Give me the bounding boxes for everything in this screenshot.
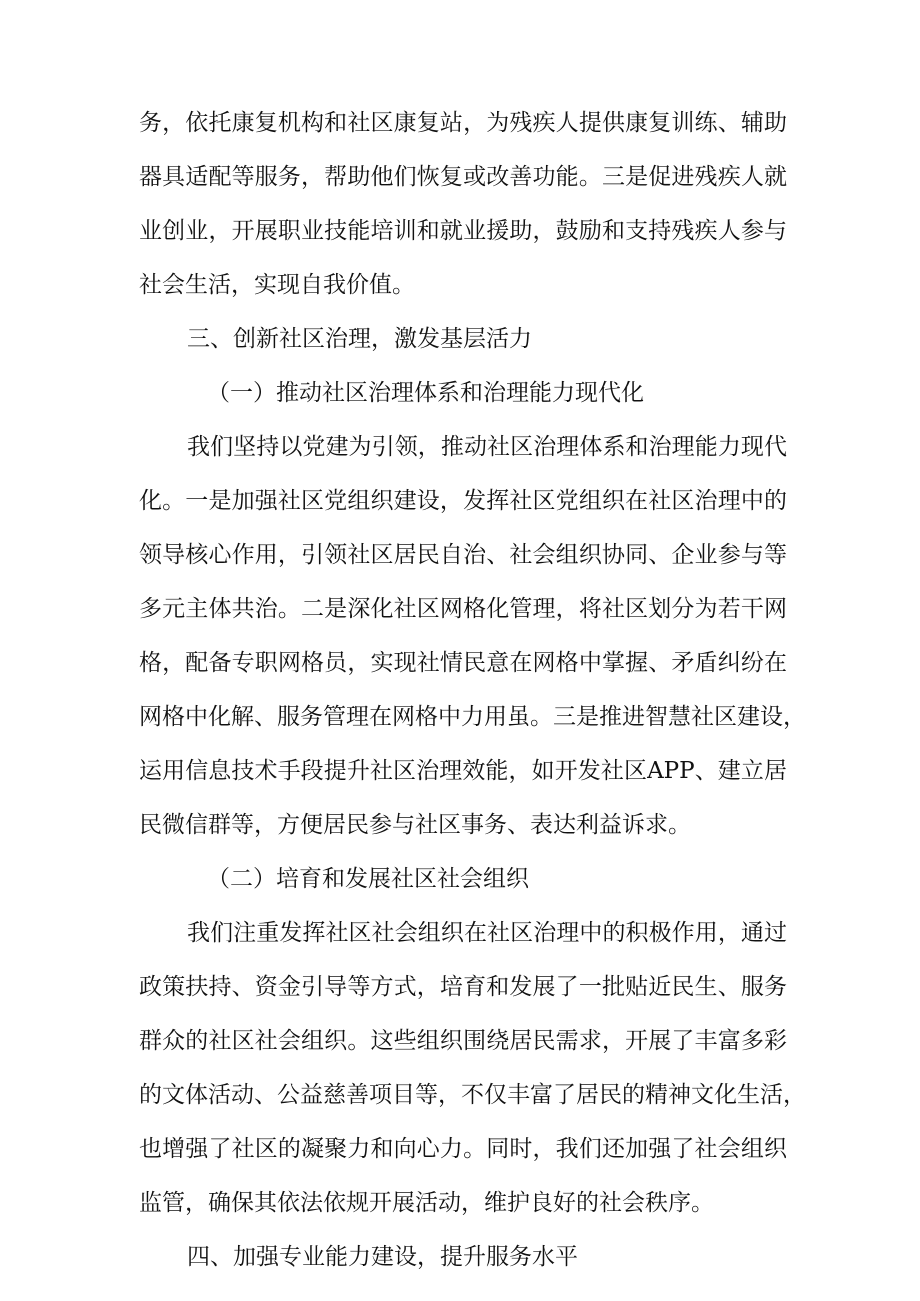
subsection-heading: （二）培育和发展社区社会组织 — [207, 866, 529, 892]
paragraph-line: 也增强了社区的凝聚力和向心力。同时，我们还加强了社会组织 — [139, 1136, 787, 1162]
paragraph-line: 监管，确保其依法依规开展活动，维护良好的社会秩序。 — [139, 1190, 714, 1216]
paragraph-line: 运用信息技术手段提升社区治理效能，如开发社区APP、建立居 — [139, 758, 787, 784]
paragraph-line: 政策扶持、资金引导等方式，培育和发展了一批贴近民生、服务 — [139, 974, 787, 1000]
section-heading: 四、加强专业能力建设，提升服务水平 — [187, 1244, 578, 1270]
paragraph-line: 社会生活，实现自我价值。 — [139, 272, 415, 298]
paragraph-line: 群众的社区社会组织。这些组织围绕居民需求，开展了丰富多彩 — [139, 1028, 787, 1054]
paragraph-line: 多元主体共治。二是深化社区网格化管理，将社区划分为若干网 — [139, 596, 787, 622]
section-heading: 三、创新社区治理，激发基层活力 — [187, 326, 532, 352]
paragraph-line: 器具适配等服务，帮助他们恢复或改善功能。三是促进残疾人就 — [139, 164, 787, 190]
paragraph-line: 领导核心作用，引领社区居民自治、社会组织协同、企业参与等 — [139, 542, 787, 568]
paragraph-line: 格，配备专职网格员，实现社情民意在网格中掌握、矛盾纠纷在 — [139, 650, 787, 676]
paragraph-line: 民微信群等，方便居民参与社区事务、表达利益诉求。 — [139, 812, 691, 838]
paragraph-line: 我们注重发挥社区社会组织在社区治理中的积极作用，通过 — [187, 920, 787, 946]
document-body — [139, 96, 806, 1284]
subsection-heading: （一）推动社区治理体系和治理能力现代化 — [207, 380, 644, 406]
paragraph-line: 业创业，开展职业技能培训和就业援助，鼓励和支持残疾人参与 — [139, 218, 787, 244]
paragraph-line: 的文体活动、公益慈善项目等，不仅丰富了居民的精神文化生活， — [139, 1082, 806, 1108]
paragraph-line: 化。一是加强社区党组织建设，发挥社区党组织在社区治理中的 — [139, 488, 787, 514]
paragraph-line: 我们坚持以党建为引领，推动社区治理体系和治理能力现代 — [187, 434, 787, 460]
paragraph-line: 务，依托康复机构和社区康复站，为残疾人提供康复训练、辅助 — [139, 110, 787, 136]
paragraph-line: 网格中化解、服务管理在网格中力用虽。三是推进智慧社区建设， — [139, 704, 806, 730]
